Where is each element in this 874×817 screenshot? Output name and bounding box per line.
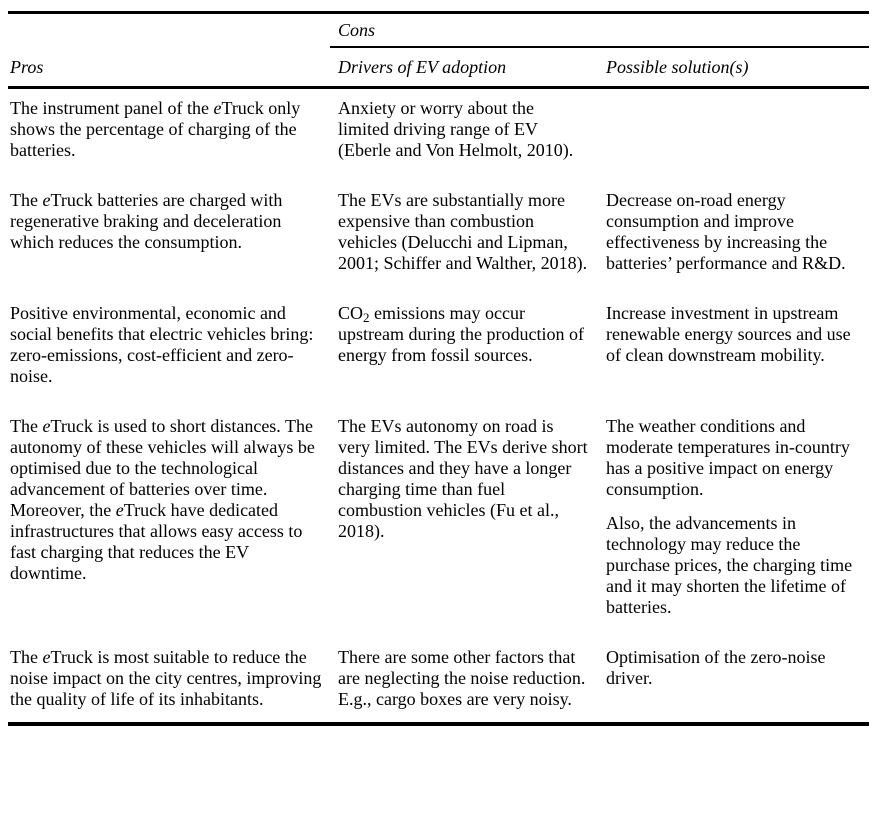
cell-pros	[8, 638, 330, 724]
table-row	[8, 407, 869, 638]
table-head	[8, 13, 869, 88]
cell-paragraph: Also, the advancements in technology may reduce the purchase prices, the charging time and it may shorten the lifetime of batteries.	[606, 513, 853, 617]
cell-drivers	[330, 407, 598, 638]
cell-paragraph: Decrease on-road energy consumption and improve effectiveness by increasing the batteries’ performance and R&D.	[606, 190, 846, 273]
cell-solutions	[598, 294, 869, 407]
cons-group-header-row	[8, 13, 869, 48]
cell-pros	[8, 407, 330, 638]
cell-paragraph: The eTruck batteries are charged with regenerative braking and deceleration which reduces the consumption.	[10, 190, 283, 252]
cell-drivers	[330, 294, 598, 407]
table-row	[8, 181, 869, 294]
empty-header-cell	[8, 13, 330, 48]
cell-paragraph: The instrument panel of the eTruck only shows the percentage of charging of the batteries.	[10, 98, 301, 160]
cell-paragraph: Positive environmental, economic and social benefits that electric vehicles bring: zero-emissions, cost-efficient and zero-noise.	[10, 303, 314, 386]
cell-paragraph: The eTruck is most suitable to reduce the noise impact on the city centres, improving the quality of life of its inhabitants.	[10, 647, 322, 709]
cell-paragraph: The eTruck is used to short distances. The autonomy of these vehicles will always be optimised due to the technological advancement of batteries over time. Moreover, the eTruck have dedicated infrastructures that allows easy access to fast charging that reduces the EV downtime.	[10, 416, 315, 583]
table-row	[8, 88, 869, 182]
cell-solutions	[598, 88, 869, 182]
cell-pros	[8, 294, 330, 407]
cell-paragraph: There are some other factors that are neglecting the noise reduction. E.g., cargo boxes are very noisy.	[338, 647, 586, 709]
cell-paragraph: The EVs autonomy on road is very limited. The EVs derive short distances and they have a longer charging time than fuel combustion vehicles (Fu et al., 2018).	[338, 416, 588, 541]
cell-solutions	[598, 407, 869, 638]
cell-paragraph: The weather conditions and moderate temperatures in-country has a positive impact on energy consumption.	[606, 416, 850, 499]
cell-pros	[8, 181, 330, 294]
drivers-column-header: Drivers of EV adoption	[330, 47, 598, 88]
pros-cons-table	[8, 11, 869, 726]
cell-drivers	[330, 88, 598, 182]
column-header-row	[8, 47, 869, 88]
cell-solutions	[598, 181, 869, 294]
table-row	[8, 294, 869, 407]
pros-column-header: Pros	[8, 47, 330, 88]
cell-paragraph: Anxiety or worry about the limited driving range of EV (Eberle and Von Helmolt, 2010).	[338, 98, 574, 160]
cell-paragraph: Increase investment in upstream renewable energy sources and use of clean downstream mobility.	[606, 303, 851, 365]
cell-paragraph: Optimisation of the zero-noise driver.	[606, 647, 826, 688]
cons-group-header: Cons	[330, 13, 869, 48]
cell-solutions	[598, 638, 869, 724]
cell-drivers	[330, 181, 598, 294]
cell-paragraph: The EVs are substantially more expensive than combustion vehicles (Delucchi and Lipman, 2001; Schiffer and Walther, 2018).	[338, 190, 588, 273]
cell-pros	[8, 88, 330, 182]
cell-paragraph: $CO_2$ emissions may occur upstream during the production of energy from fossil sources.	[338, 303, 584, 365]
table-row	[8, 638, 869, 724]
cell-drivers	[330, 638, 598, 724]
solutions-column-header: Possible solution(s)	[598, 47, 869, 88]
table-body	[8, 88, 869, 725]
